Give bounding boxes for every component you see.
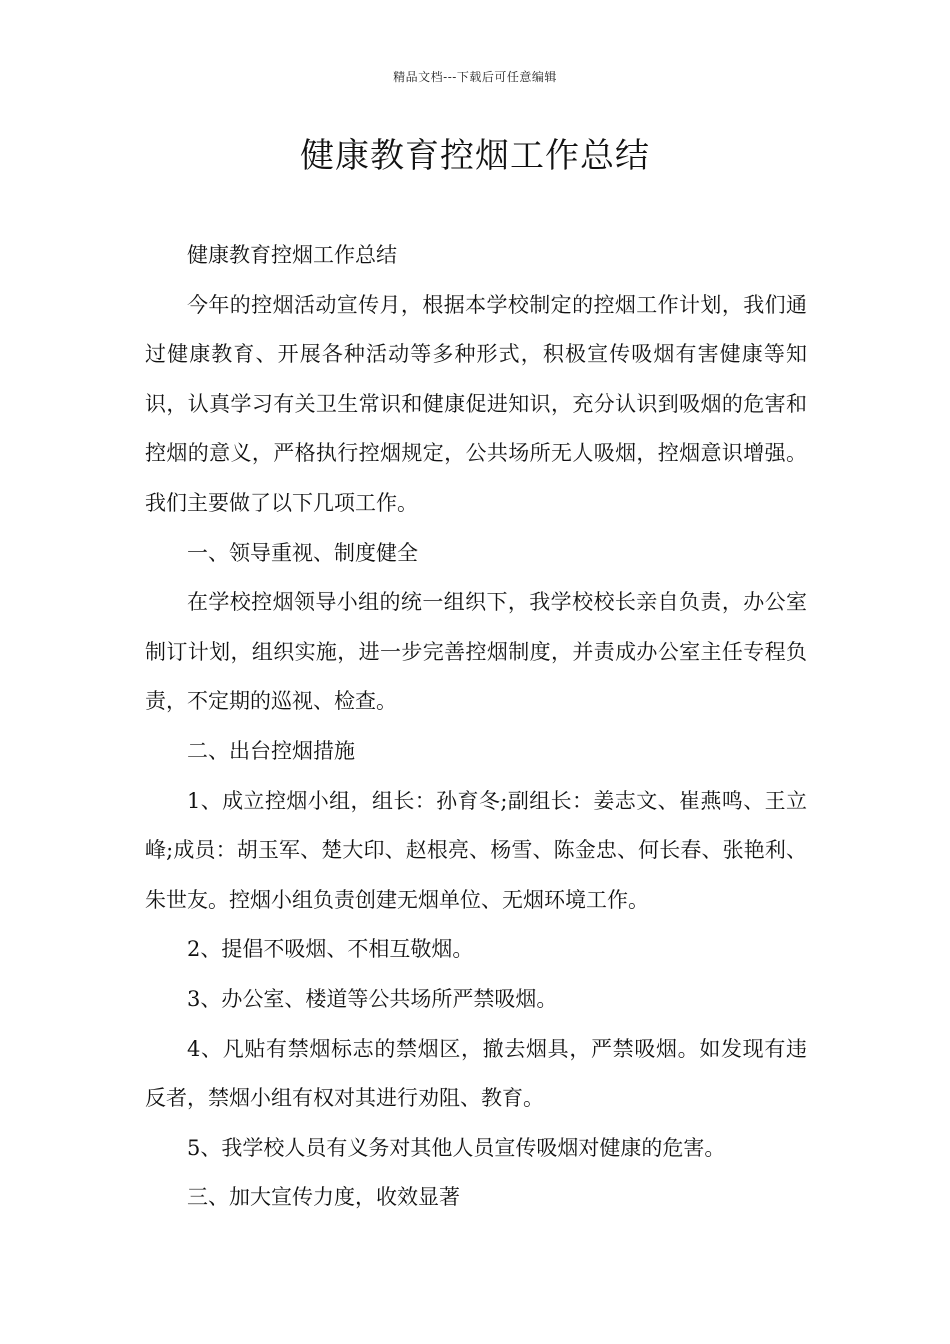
paragraph-subtitle: 健康教育控烟工作总结 bbox=[187, 243, 397, 267]
section-heading-3: 三、加大宣传力度，收效显著 bbox=[187, 1185, 460, 1210]
section-heading-2: 二、出台控烟措施 bbox=[187, 738, 355, 763]
header-note: 精品文档---下载后可任意编辑 bbox=[393, 70, 557, 84]
paragraph-section-1: 在学校控烟领导小组的统一组织下，我学校校长亲自负责，办公室制订计划，组织实施，进一步完善控烟制度，并责成办公室主任专程负责，不定期的巡视、检查。 bbox=[145, 590, 807, 714]
list-item-3: 3、办公室、楼道等公共场所严禁吸烟。 bbox=[187, 986, 558, 1011]
list-item-1: 1、成立控烟小组，组长：孙育冬;副组长：姜志文、崔燕鸣、王立峰;成员：胡玉军、楚大印、赵根亮、杨雪、陈金忠、何长春、张艳利、朱世友。控烟小组负责创建无烟单位、无烟环境工作。 bbox=[145, 788, 807, 912]
paragraph-intro: 今年的控烟活动宣传月，根据本学校制定的控烟工作计划，我们通过健康教育、开展各种活动等多种形式，积极宣传吸烟有害健康等知识，认真学习有关卫生常识和健康促进知识，充分认识到吸烟的危害和控烟的意义，严格执行控烟规定，公共场所无人吸烟，控烟意识增强。我们主要做了以下几项工作。 bbox=[145, 292, 807, 515]
list-item-2: 2、提倡不吸烟、不相互敬烟。 bbox=[187, 937, 474, 962]
section-heading-1: 一、领导重视、制度健全 bbox=[187, 540, 418, 565]
document-body bbox=[145, 231, 807, 1223]
list-item-4: 4、凡贴有禁烟标志的禁烟区，撤去烟具，严禁吸烟。如发现有违反者，禁烟小组有权对其进行劝阻、教育。 bbox=[145, 1036, 807, 1111]
list-item-5: 5、我学校人员有义务对其他人员宣传吸烟对健康的危害。 bbox=[187, 1135, 726, 1160]
document-title: 健康教育控烟工作总结 bbox=[300, 136, 650, 176]
